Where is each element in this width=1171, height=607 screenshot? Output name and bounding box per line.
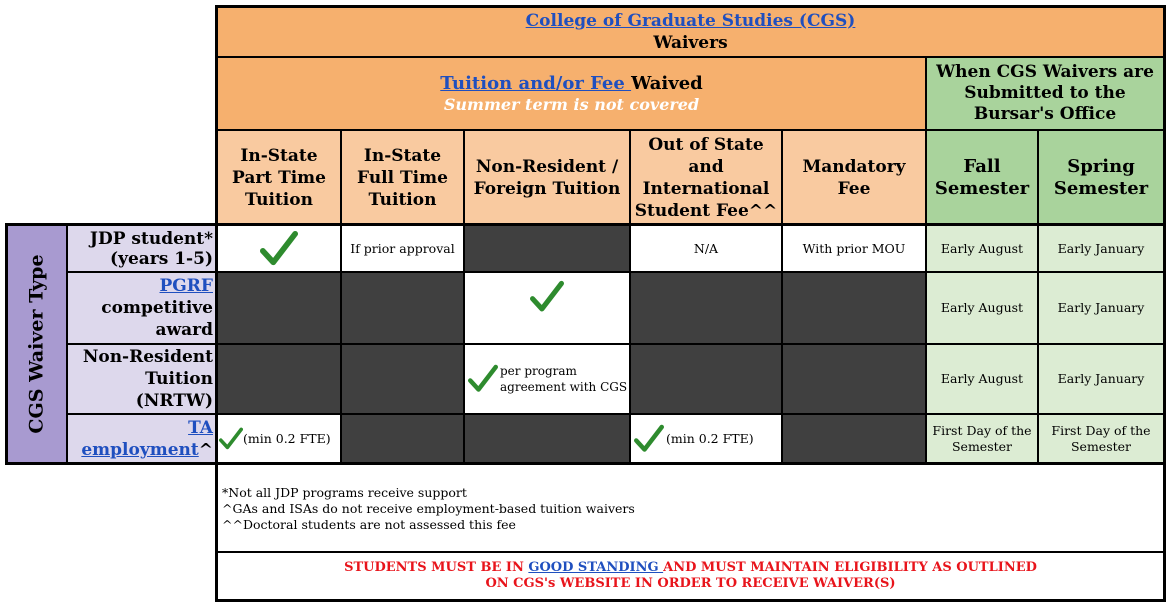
pgrf-label-rest: competitive award bbox=[101, 298, 213, 340]
ta-part-time-cell bbox=[217, 414, 341, 463]
good-standing-link[interactable]: GOOD STANDING bbox=[528, 560, 664, 575]
bursar-header: When CGS Waivers are Submitted to the Bursar's Office bbox=[926, 57, 1164, 130]
ta-suffix: ^ bbox=[198, 439, 213, 460]
row-label-ta bbox=[67, 414, 217, 463]
row-group-label: CGS Waiver Type bbox=[7, 225, 67, 463]
ta-out-of-state-cell bbox=[630, 414, 782, 463]
ta-link[interactable]: TA bbox=[188, 417, 213, 438]
nrtw-mandatory-cell bbox=[782, 344, 926, 414]
nrtw-fall-cell: Early August bbox=[926, 344, 1038, 414]
ta-non-resident-cell bbox=[464, 414, 630, 463]
pgrf-link[interactable]: PGRF bbox=[159, 276, 213, 296]
ta-part-time-note: (min 0.2 FTE) bbox=[243, 430, 331, 446]
row-label-jdp: JDP student* (years 1-5) bbox=[67, 225, 217, 272]
col-mandatory: Mandatory Fee bbox=[782, 130, 926, 225]
nrtw-out-of-state-cell bbox=[630, 344, 782, 414]
ta-spring-cell: First Day of the Semester bbox=[1038, 414, 1164, 463]
nrtw-full-time-cell bbox=[341, 344, 464, 414]
nrtw-note: per program agreement with CGS bbox=[500, 364, 628, 394]
ta-mandatory-cell bbox=[782, 414, 926, 463]
pgrf-fall-cell: Early August bbox=[926, 272, 1038, 344]
ta-full-time-cell bbox=[341, 414, 464, 463]
col-out-of-state: Out of State and International Student Fee^^ bbox=[630, 130, 782, 225]
footnote-2: ^GAs and ISAs do not receive employment-based tuition waivers bbox=[222, 501, 635, 516]
row-label-pgrf bbox=[67, 272, 217, 344]
pgrf-mandatory-cell bbox=[782, 272, 926, 344]
col-in-state-full-time: In-State Full Time Tuition bbox=[341, 130, 464, 225]
checkmark-icon bbox=[634, 422, 664, 456]
nrtw-non-resident-cell bbox=[464, 344, 630, 414]
jdp-part-time-cell bbox=[217, 225, 341, 272]
row-label-nrtw: Non-Resident Tuition (NRTW) bbox=[67, 344, 217, 414]
jdp-fall-cell: Early August bbox=[926, 225, 1038, 272]
pgrf-full-time-cell bbox=[341, 272, 464, 344]
jdp-full-time-cell: If prior approval bbox=[341, 225, 464, 272]
employment-link[interactable]: employment bbox=[81, 439, 199, 460]
tuition-fee-link[interactable]: Tuition and/or Fee bbox=[440, 73, 632, 94]
waivers-title: Waivers bbox=[653, 33, 728, 53]
ta-out-of-state-note: (min 0.2 FTE) bbox=[666, 430, 754, 446]
pgrf-out-of-state-cell bbox=[630, 272, 782, 344]
checkmark-icon bbox=[468, 360, 498, 398]
col-fall: Fall Semester bbox=[926, 130, 1038, 225]
footnote-3: ^^Doctoral students are not assessed this fee bbox=[222, 517, 516, 532]
col-non-resident: Non-Resident / Foreign Tuition bbox=[464, 130, 630, 225]
checkmark-icon bbox=[260, 230, 298, 268]
footnotes bbox=[217, 463, 1164, 552]
waived-label: Waived bbox=[631, 73, 703, 94]
pgrf-non-resident-cell bbox=[464, 272, 630, 344]
col-spring: Spring Semester bbox=[1038, 130, 1164, 225]
col-in-state-part-time: In-State Part Time Tuition bbox=[217, 130, 341, 225]
summer-note: Summer term is not covered bbox=[443, 95, 700, 114]
footnote-1: *Not all JDP programs receive support bbox=[222, 485, 467, 500]
checkmark-icon bbox=[219, 424, 243, 454]
jdp-mandatory-cell: With prior MOU bbox=[782, 225, 926, 272]
pgrf-spring-cell: Early January bbox=[1038, 272, 1164, 344]
jdp-non-resident-cell bbox=[464, 225, 630, 272]
warning-banner bbox=[217, 552, 1164, 600]
cgs-title-header bbox=[217, 7, 1164, 57]
ta-fall-cell: First Day of the Semester bbox=[926, 414, 1038, 463]
checkmark-icon bbox=[530, 278, 564, 316]
nrtw-spring-cell: Early January bbox=[1038, 344, 1164, 414]
warning-part-1: STUDENTS MUST BE IN bbox=[344, 560, 529, 575]
nrtw-part-time-cell bbox=[217, 344, 341, 414]
pgrf-part-time-cell bbox=[217, 272, 341, 344]
cgs-link[interactable]: College of Graduate Studies (CGS) bbox=[525, 11, 856, 31]
tuition-waived-header bbox=[217, 57, 926, 130]
jdp-out-of-state-cell: N/A bbox=[630, 225, 782, 272]
warning-part-2: AND MUST MAINTAIN ELIGIBILITY AS OUTLINED ON CGS's WEBSITE IN ORDER TO RECEIVE WAIVER(S) bbox=[485, 560, 1037, 591]
jdp-spring-cell: Early January bbox=[1038, 225, 1164, 272]
